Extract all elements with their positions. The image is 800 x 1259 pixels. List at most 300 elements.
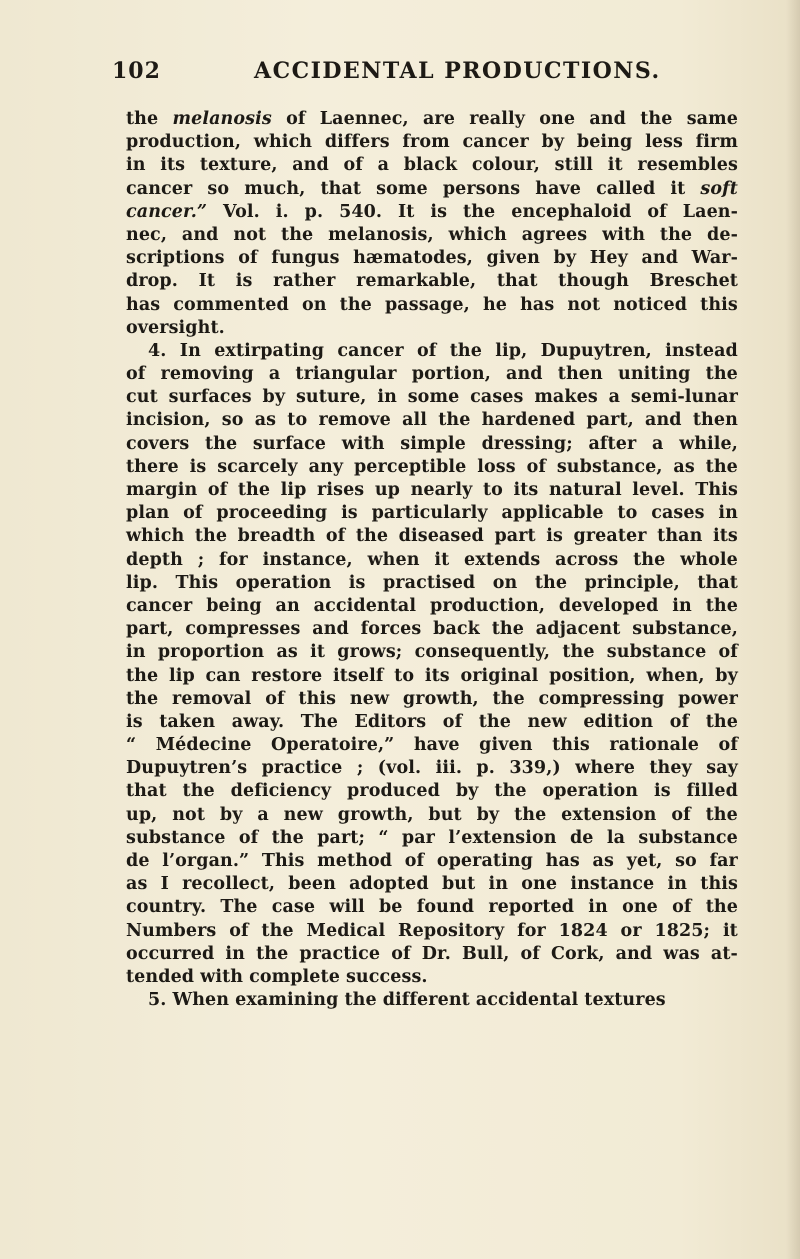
word: the: [640, 109, 673, 129]
word: has: [126, 294, 161, 315]
word: Numbers: [126, 920, 217, 941]
word: “: [126, 735, 137, 756]
word: not: [567, 294, 601, 315]
word: The: [220, 897, 258, 918]
word: Dupuytren’s: [126, 758, 248, 779]
word: of: [526, 456, 546, 477]
word: oversight.: [126, 317, 225, 338]
word: extends: [464, 549, 541, 570]
word: of: [325, 526, 346, 547]
text-line: [126, 456, 738, 479]
word: covers: [126, 433, 190, 454]
word: produced: [347, 781, 440, 802]
word: adjacent: [535, 619, 621, 640]
word: and: [292, 155, 329, 176]
word: deficiency: [230, 781, 332, 802]
word: not: [172, 804, 205, 825]
word: all: [402, 410, 428, 431]
word: being: [576, 132, 633, 153]
word: “: [378, 827, 389, 848]
word: it: [310, 642, 326, 663]
word: depth: [126, 549, 183, 570]
word: in: [488, 874, 509, 895]
word: country.: [126, 897, 207, 918]
word: grows;: [337, 642, 403, 663]
word: a: [651, 433, 664, 454]
word: proportion: [157, 642, 265, 663]
word: operating: [436, 851, 534, 871]
word: is: [653, 781, 671, 802]
word: power: [678, 688, 738, 709]
word: de: [126, 851, 150, 871]
word: cancer: [126, 595, 193, 616]
word: melanosis,: [328, 224, 434, 245]
text-line: [126, 154, 738, 177]
word: this: [552, 735, 590, 756]
word: still: [554, 155, 594, 176]
word: part,: [586, 410, 634, 431]
word: noticed: [613, 294, 688, 315]
word: method: [317, 851, 393, 871]
text-line: [126, 108, 738, 131]
word: accidental: [475, 990, 579, 1011]
word: (vol.: [377, 758, 422, 779]
word: than: [657, 526, 703, 547]
word: really: [469, 109, 525, 129]
word: cancer: [337, 340, 404, 361]
word: consequently,: [414, 642, 551, 663]
word: by: [455, 781, 479, 802]
word: in: [377, 387, 397, 408]
word: are: [422, 109, 455, 129]
word: for: [517, 920, 546, 941]
word: developed: [558, 595, 659, 616]
word: triangular: [295, 364, 397, 385]
word: this: [700, 294, 738, 315]
word: given: [486, 248, 540, 269]
word: the: [126, 109, 159, 129]
word: so: [207, 178, 230, 199]
word: principle,: [584, 572, 680, 593]
word: compresses: [185, 619, 301, 640]
word: that: [320, 178, 362, 199]
word: the: [237, 480, 271, 500]
word: is: [126, 711, 143, 732]
word: of: [238, 827, 259, 848]
word: say: [706, 758, 738, 779]
word: the: [271, 827, 304, 848]
word: to: [394, 665, 415, 686]
word: then: [692, 410, 738, 431]
word: have: [413, 735, 460, 756]
word: taken: [159, 711, 216, 732]
word: as: [254, 410, 277, 431]
word: the: [438, 410, 471, 431]
word: can: [205, 665, 241, 686]
word: melanosis: [172, 109, 272, 129]
word: differs: [324, 132, 390, 153]
word: is: [189, 456, 207, 477]
word: the: [494, 781, 527, 802]
word: to: [482, 480, 503, 500]
word: by: [715, 665, 738, 686]
word: semi-lunar: [630, 387, 738, 408]
word: Bull,: [462, 943, 510, 964]
word: and: [645, 410, 682, 431]
word: a: [268, 364, 281, 385]
text-line: [126, 270, 738, 293]
word: operation: [542, 781, 639, 802]
word: proceeding: [216, 503, 328, 524]
word: adopted: [349, 874, 429, 895]
word: one: [521, 874, 558, 895]
word: it: [434, 549, 450, 570]
word: up: [374, 480, 400, 500]
word: will: [329, 897, 365, 918]
word: 1824: [558, 920, 608, 941]
word: is: [235, 271, 253, 292]
word: so: [221, 410, 244, 431]
text-line: [126, 479, 738, 502]
word: Médecine: [155, 735, 252, 756]
word: lip,: [495, 340, 528, 361]
word: rather: [273, 271, 336, 292]
word: some: [376, 178, 428, 199]
text-line: [126, 943, 738, 966]
word: has: [520, 294, 555, 315]
word: hæmatodes,: [353, 248, 473, 269]
word: its: [160, 155, 186, 176]
word: there: [126, 456, 179, 477]
text-line: [126, 665, 738, 688]
word: makes: [534, 387, 598, 408]
word: he: [482, 294, 507, 315]
text-line: [126, 363, 738, 386]
word: cases: [470, 387, 524, 408]
word: occurred: [126, 943, 215, 964]
word: of: [669, 711, 690, 732]
word: a: [377, 155, 390, 176]
word: of: [207, 480, 228, 500]
word: War-: [691, 248, 738, 269]
word: colour,: [471, 155, 540, 176]
word: the: [182, 781, 215, 802]
word: as: [126, 874, 148, 895]
word: as: [276, 642, 298, 663]
text-line: [126, 757, 738, 780]
word: nec,: [126, 224, 168, 245]
word: this: [298, 688, 337, 709]
word: Medical: [306, 920, 386, 941]
word: with: [200, 966, 244, 987]
word: new: [349, 688, 390, 709]
word: of: [126, 364, 146, 385]
text-line: [126, 734, 738, 757]
word: uniting: [618, 364, 691, 385]
word: filled: [686, 781, 738, 802]
word: one: [539, 109, 576, 129]
text-line: [126, 688, 738, 711]
word: In: [179, 340, 201, 361]
word: black: [403, 155, 458, 176]
word: ;: [197, 549, 205, 570]
word: the: [281, 224, 314, 245]
word: to: [287, 410, 308, 431]
word: with: [602, 224, 646, 245]
word: The: [300, 711, 338, 732]
word: one: [622, 897, 658, 918]
word: but: [441, 874, 476, 895]
word: of: [391, 943, 411, 964]
word: of: [343, 155, 363, 176]
word: accidental: [313, 595, 417, 616]
word: Laennec,: [319, 109, 409, 129]
word: it: [607, 155, 623, 176]
word: by: [262, 387, 286, 408]
word: that: [126, 781, 167, 802]
word: of: [520, 943, 540, 964]
word: instead: [665, 340, 738, 361]
page-edge-shadow: [786, 0, 800, 1259]
word: so: [675, 851, 697, 871]
word: for: [219, 549, 248, 570]
word: the: [705, 711, 738, 732]
word: it: [670, 178, 686, 199]
word: encephaloid: [511, 201, 632, 222]
word: ;: [356, 758, 364, 779]
word: i.: [275, 201, 289, 222]
word: the: [339, 294, 372, 315]
word: cancer: [462, 132, 529, 153]
word: Hey: [589, 248, 628, 269]
text-line: [126, 247, 738, 270]
word: examining: [235, 990, 339, 1011]
word: forces: [360, 619, 422, 640]
word: the: [126, 665, 159, 686]
word: by: [476, 804, 500, 825]
word: original: [460, 665, 539, 686]
word: of: [417, 340, 437, 361]
word: an: [275, 595, 300, 616]
word: this: [700, 874, 738, 895]
text-line: [126, 317, 738, 340]
word: been: [288, 874, 336, 895]
word: it: [722, 920, 738, 941]
word: of: [265, 688, 285, 709]
word: and: [641, 248, 679, 269]
word: and: [615, 943, 653, 964]
word: not: [233, 224, 267, 245]
word: removing: [160, 364, 254, 385]
word: of: [183, 503, 203, 524]
word: Operatoire,”: [271, 735, 395, 756]
word: its: [712, 526, 738, 547]
word: as: [673, 456, 695, 477]
word: breadth: [237, 526, 316, 547]
word: which: [126, 526, 185, 547]
word: cancer.”: [126, 201, 208, 222]
word: the: [562, 642, 595, 663]
word: then: [557, 364, 603, 385]
word: cancer: [126, 178, 193, 199]
word: substance,: [556, 456, 663, 477]
word: Dr.: [421, 943, 451, 964]
word: some: [407, 387, 460, 408]
word: part;: [317, 827, 366, 848]
word: being: [206, 595, 262, 616]
text-line: [126, 409, 738, 432]
word: be: [378, 897, 403, 918]
word: the: [194, 526, 228, 547]
word: any: [308, 456, 344, 477]
text-line: [126, 525, 738, 548]
word: applicable: [501, 503, 604, 524]
word: different: [382, 990, 470, 1011]
word: position,: [549, 665, 636, 686]
word: This: [695, 480, 738, 500]
word: a: [257, 804, 269, 825]
text-line: [126, 618, 738, 641]
word: part,: [126, 619, 174, 640]
word: of: [672, 897, 692, 918]
word: to: [617, 503, 638, 524]
text-line: [126, 989, 738, 1012]
word: the: [705, 364, 738, 385]
word: extirpating: [214, 340, 325, 361]
word: at-: [710, 943, 738, 964]
word: substance,: [632, 619, 738, 640]
word: natural: [548, 480, 622, 500]
word: is: [348, 572, 366, 593]
text-line: [126, 572, 738, 595]
word: the: [449, 340, 482, 361]
word: margin: [126, 480, 198, 500]
text-line: [126, 340, 738, 363]
word: instance: [570, 874, 655, 895]
word: in: [126, 642, 146, 663]
word: This: [261, 851, 305, 871]
word: simple: [400, 433, 466, 454]
word: removal: [172, 688, 252, 709]
word: portion,: [411, 364, 491, 385]
word: up,: [126, 804, 158, 825]
word: lip: [168, 665, 195, 686]
word: tended: [126, 966, 195, 987]
word: the: [705, 456, 738, 477]
word: remarkable,: [356, 271, 477, 292]
word: the: [126, 688, 159, 709]
word: new: [283, 804, 323, 825]
word: complete: [249, 966, 340, 987]
word: Repository: [398, 920, 505, 941]
word: practice: [299, 943, 381, 964]
word: away.: [231, 711, 285, 732]
word: after: [588, 433, 637, 454]
word: instance,: [262, 549, 353, 570]
word: where: [575, 758, 635, 779]
text-line: [126, 966, 738, 989]
word: soft: [700, 178, 738, 199]
word: resembles: [637, 155, 738, 176]
word: surface: [252, 433, 327, 454]
word: as: [592, 851, 614, 871]
word: back: [433, 619, 480, 640]
word: practice: [261, 758, 343, 779]
word: the: [344, 990, 377, 1011]
word: substance: [126, 827, 226, 848]
word: extension: [561, 804, 657, 825]
word: the: [204, 433, 238, 454]
word: restore: [251, 665, 323, 686]
word: particularly: [371, 503, 488, 524]
word: When: [172, 990, 230, 1011]
text-line: [126, 780, 738, 803]
word: hardened: [481, 410, 576, 431]
word: is: [430, 201, 448, 222]
word: 540.: [339, 201, 383, 222]
word: practised: [382, 572, 476, 593]
word: substance: [638, 827, 738, 848]
word: in: [588, 897, 608, 918]
word: of: [718, 642, 738, 663]
text-line: [126, 920, 738, 943]
word: from: [402, 132, 450, 153]
word: and: [506, 364, 543, 385]
word: in: [126, 155, 146, 176]
word: but: [428, 804, 462, 825]
word: fungus: [271, 248, 340, 269]
word: whole: [680, 549, 738, 570]
word: Laen-: [682, 201, 738, 222]
word: growth,: [337, 804, 414, 825]
word: operation: [235, 572, 332, 593]
text-line: [126, 502, 738, 525]
word: yet,: [626, 851, 663, 871]
word: or: [620, 920, 642, 941]
word: recollect,: [182, 874, 276, 895]
word: while,: [679, 433, 738, 454]
word: de-: [707, 224, 738, 245]
word: the: [355, 526, 389, 547]
word: texture,: [199, 155, 278, 176]
word: though: [558, 271, 629, 292]
word: which: [448, 224, 507, 245]
word: has: [545, 851, 580, 871]
word: par: [401, 827, 435, 848]
word: scriptions: [126, 248, 225, 269]
word: plan: [126, 503, 170, 524]
body-text: [126, 108, 738, 1012]
word: substance: [606, 642, 707, 663]
word: they: [649, 758, 692, 779]
word: 4.: [148, 340, 167, 361]
word: suture,: [295, 387, 367, 408]
word: It: [398, 201, 415, 222]
word: de: [569, 827, 594, 848]
word: remove: [318, 410, 391, 431]
word: textures: [584, 990, 666, 1011]
word: by: [541, 132, 565, 153]
word: cases: [651, 503, 705, 524]
text-line: [126, 873, 738, 896]
word: in: [225, 943, 245, 964]
text-line: [126, 804, 738, 827]
word: the: [261, 920, 294, 941]
word: is: [341, 503, 358, 524]
word: when,: [646, 665, 705, 686]
word: growth,: [402, 688, 479, 709]
text-line: [126, 178, 738, 201]
